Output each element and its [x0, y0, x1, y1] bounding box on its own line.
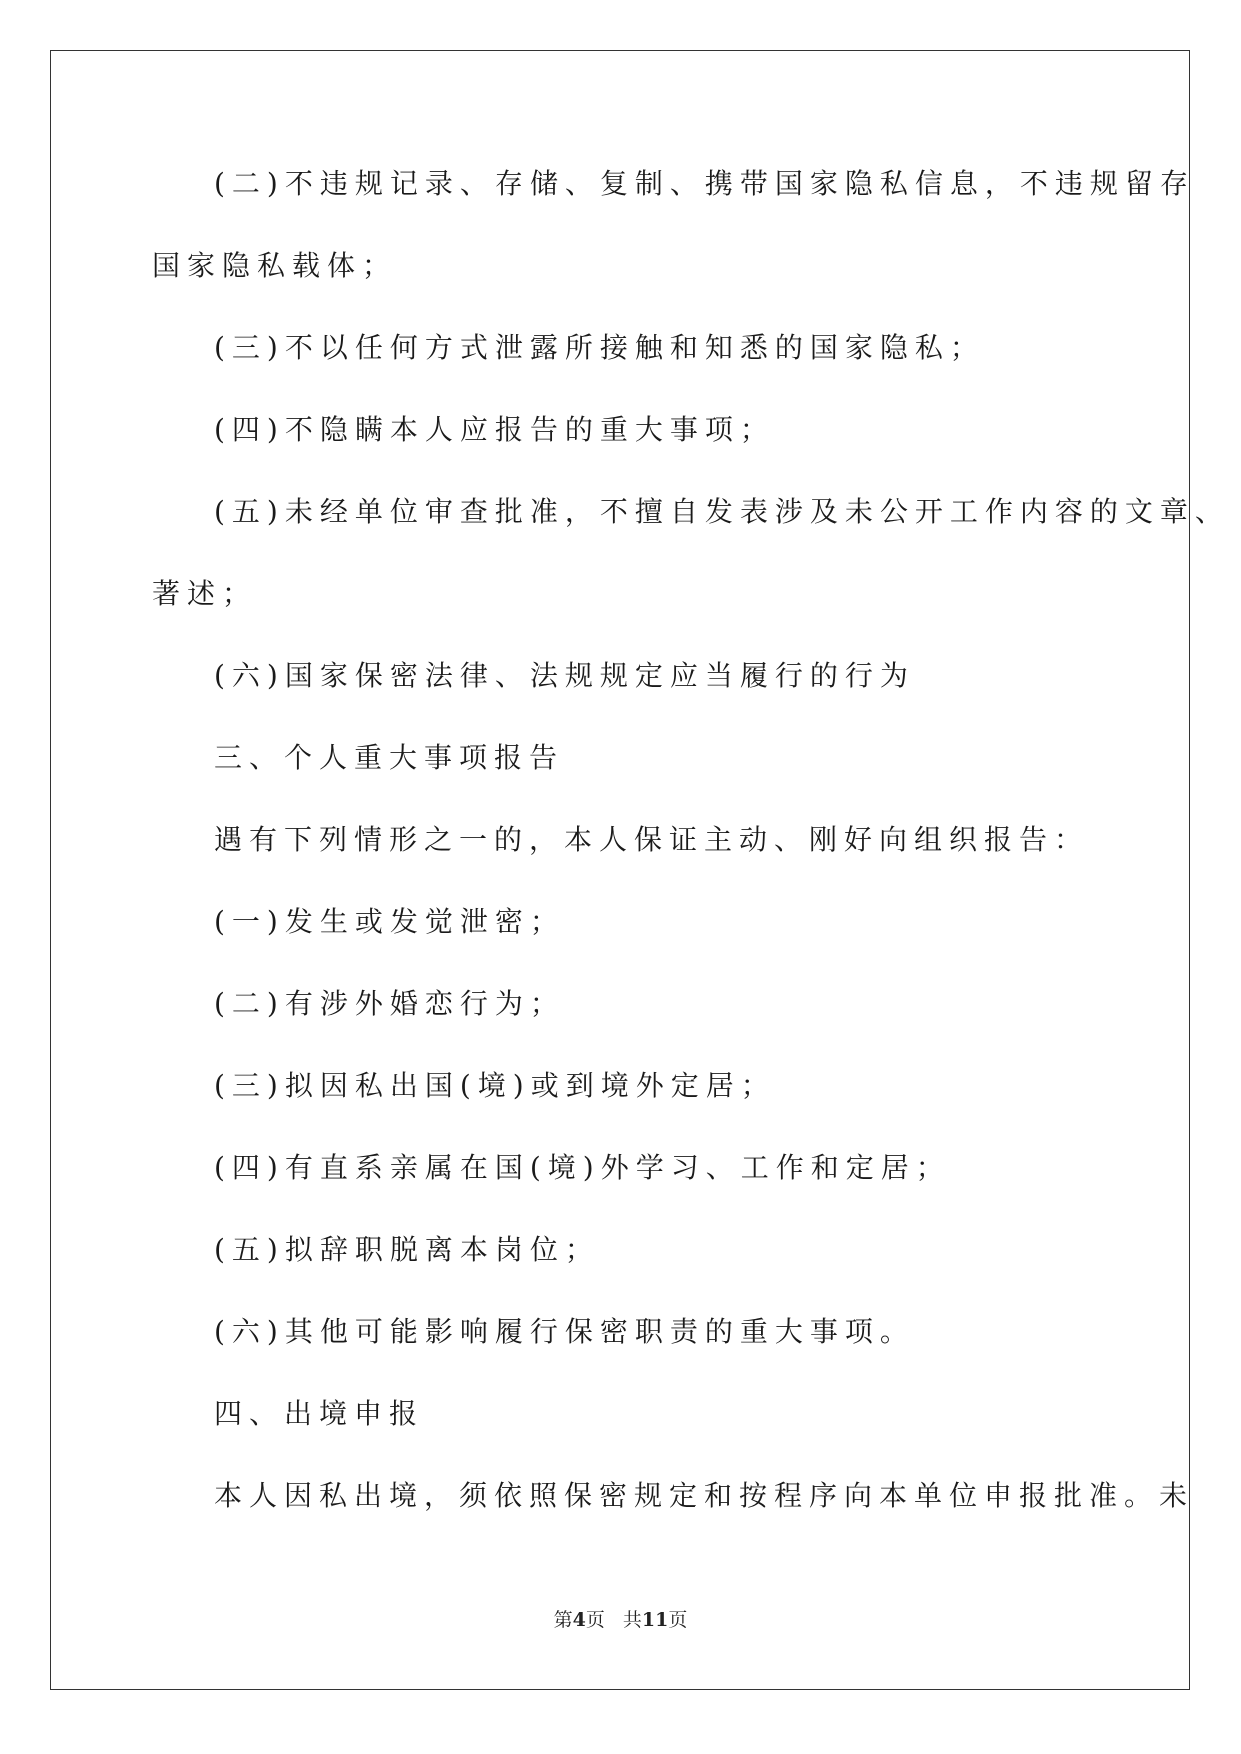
paragraph-line: 国家隐私载体； — [152, 249, 398, 282]
paragraph-line: (三)不以任何方式泄露所接触和知悉的国家隐私； — [214, 331, 985, 364]
paragraph-line: 著述； — [152, 577, 258, 610]
total-prefix: 共 — [622, 1609, 642, 1631]
list-item: (三)拟因私出国(境)或到境外定居； — [214, 1069, 776, 1102]
list-item: (二)有涉外婚恋行为； — [214, 987, 565, 1020]
paragraph-line: (四)不隐瞒本人应报告的重大事项； — [214, 413, 775, 446]
section-heading: 四、出境申报 — [214, 1397, 425, 1430]
total-suffix: 页 — [668, 1609, 688, 1631]
list-item: (六)其他可能影响履行保密职责的重大事项。 — [214, 1315, 915, 1348]
page-number: 4 — [572, 1609, 586, 1631]
paragraph-line: (五)未经单位审查批准，不擅自发表涉及未公开工作内容的文章、 — [214, 495, 1230, 528]
paragraph-line: 本人因私出境，须依照保密规定和按程序向本单位申报批准。未 — [214, 1479, 1195, 1512]
section-heading: 三、个人重大事项报告 — [214, 741, 565, 774]
page-border — [50, 50, 1190, 1690]
paragraph-line: 遇有下列情形之一的，本人保证主动、刚好向组织报告： — [214, 823, 1090, 856]
paragraph-line: (六)国家保密法律、法规规定应当履行的行为 — [214, 659, 915, 692]
list-item: (四)有直系亲属在国(境)外学习、工作和定居； — [214, 1151, 951, 1184]
paragraph-line: (二)不违规记录、存储、复制、携带国家隐私信息，不违规留存 — [214, 167, 1195, 200]
total-pages: 11 — [641, 1609, 669, 1631]
list-item: (一)发生或发觉泄密； — [214, 905, 565, 938]
page-suffix: 页 — [585, 1609, 605, 1631]
page-footer — [0, 1605, 1241, 1632]
page-prefix: 第 — [553, 1609, 573, 1631]
list-item: (五)拟辞职脱离本岗位； — [214, 1233, 600, 1266]
